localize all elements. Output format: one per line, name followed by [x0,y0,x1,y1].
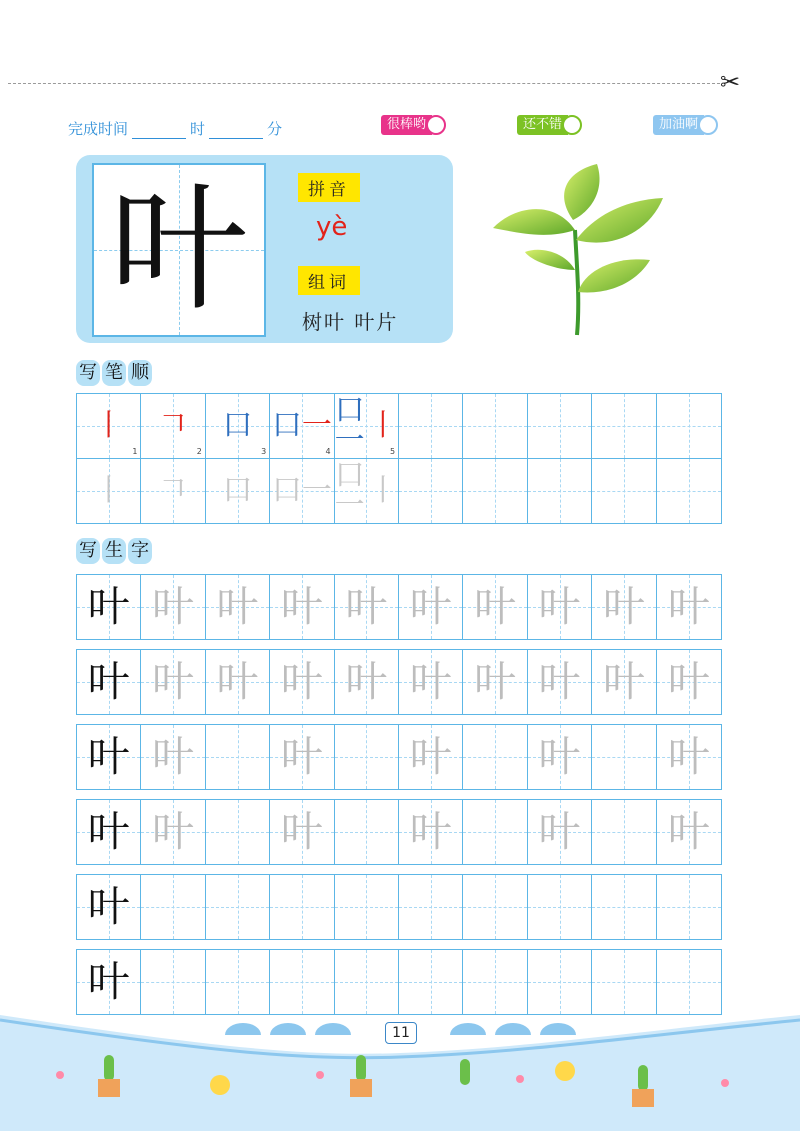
badge-good-circle[interactable] [562,115,582,135]
minute-label: 分 [267,120,283,138]
practice-cell[interactable] [463,650,527,714]
trace-character: 叶 [667,807,710,856]
stroke-step-cell[interactable] [335,394,399,458]
practice-cell[interactable] [270,725,334,789]
practice-cell[interactable] [592,950,656,1014]
stroke-order-title: 写 笔 顺 [76,360,152,388]
cut-line [8,83,720,84]
stroke-step-glyph: 口 [222,408,253,443]
stroke-trace-cell[interactable] [270,459,334,523]
stroke-order-grid [76,393,722,524]
practice-cell[interactable] [528,575,592,639]
practice-cell[interactable] [206,950,270,1014]
practice-cell[interactable] [592,575,656,639]
stroke-trace-glyph: 丨 [93,473,124,508]
practice-row [76,799,722,865]
practice-cell[interactable] [399,650,463,714]
practice-cell[interactable] [335,875,399,939]
practice-cell[interactable] [77,950,141,1014]
pinyin-label: 拼音 [298,173,360,202]
big-character: 叶 [109,169,248,330]
trace-character: 叶 [474,657,517,706]
practice-cell[interactable] [399,950,463,1014]
practice-cell[interactable] [399,575,463,639]
trace-character: 叶 [280,732,323,781]
practice-cell[interactable] [141,575,205,639]
practice-cell[interactable] [206,725,270,789]
practice-cell[interactable] [657,575,721,639]
trace-character: 叶 [280,582,323,631]
trace-character: 叶 [409,582,452,631]
trace-character: 叶 [216,582,259,631]
page-number: 11 [385,1022,417,1044]
stroke-trace-glyph: 口 [222,473,253,508]
badge-good[interactable] [517,114,582,136]
stroke-trace-cell[interactable] [141,459,205,523]
practice-cell[interactable] [463,800,527,864]
completion-time [68,118,282,139]
practice-cell[interactable] [592,725,656,789]
leaf-sprout-image [485,160,675,340]
practice-cell[interactable] [335,575,399,639]
stroke-step-glyph: 𠃍 [158,408,189,443]
stroke-trace-glyph: 𠃍 [158,473,189,508]
stroke-step-glyph: 口一 丨 [334,393,399,458]
stroke-step-cell[interactable] [399,394,463,458]
stroke-trace-cell[interactable] [463,459,527,523]
trace-character: 叶 [409,807,452,856]
trace-character: 叶 [152,582,195,631]
practice-cell[interactable] [141,950,205,1014]
practice-cell[interactable] [141,725,205,789]
write-character-title: 写 生 字 [76,538,152,566]
practice-cell[interactable] [335,950,399,1014]
badge-try[interactable] [653,114,718,136]
model-character: 叶 [87,957,130,1006]
trace-character: 叶 [409,732,452,781]
stroke-step-cell[interactable] [206,394,270,458]
stroke-trace-glyph: 口 一 [271,473,332,508]
practice-cell[interactable] [335,800,399,864]
minute-blank[interactable] [209,124,263,139]
stroke-step-number: 4 [325,447,331,456]
trace-character: 叶 [538,732,581,781]
stroke-trace-cell[interactable] [528,459,592,523]
trace-character: 叶 [538,807,581,856]
practice-cell[interactable] [270,800,334,864]
stroke-step-cell[interactable] [463,394,527,458]
practice-cell[interactable] [141,875,205,939]
stroke-step-glyph: 口 一 [271,408,332,443]
trace-character: 叶 [152,732,195,781]
stroke-step-cell[interactable] [657,394,721,458]
trace-character: 叶 [474,582,517,631]
model-character: 叶 [87,807,130,856]
stroke-step-number: 1 [132,447,138,456]
stroke-trace-cell[interactable] [399,459,463,523]
practice-cell[interactable] [657,950,721,1014]
practice-cell[interactable] [206,800,270,864]
practice-row [76,649,722,715]
trace-character: 叶 [602,582,645,631]
practice-cell[interactable] [77,725,141,789]
practice-row [76,949,722,1015]
stroke-step-cell[interactable] [528,394,592,458]
words-label: 组词 [298,266,360,295]
practice-cell[interactable] [270,950,334,1014]
trace-character: 叶 [538,582,581,631]
practice-cell[interactable] [657,650,721,714]
practice-cell[interactable] [335,650,399,714]
stroke-order-row [77,394,721,458]
practice-cell[interactable] [592,650,656,714]
stroke-step-cell[interactable] [270,394,334,458]
practice-cell[interactable] [141,800,205,864]
stroke-step-cell[interactable] [592,394,656,458]
practice-cell[interactable] [141,650,205,714]
trace-character: 叶 [152,807,195,856]
practice-cell[interactable] [399,875,463,939]
stroke-step-number: 5 [389,447,396,456]
badge-try-circle[interactable] [698,115,718,135]
model-character: 叶 [87,732,130,781]
stroke-step-cell[interactable] [77,394,141,458]
practice-cell[interactable] [657,875,721,939]
practice-row [76,574,722,640]
practice-cell[interactable] [528,650,592,714]
practice-cell[interactable] [335,725,399,789]
practice-row [76,874,722,940]
scissors-icon: ✂ [720,68,741,96]
practice-cell[interactable] [206,575,270,639]
model-character: 叶 [87,582,130,631]
stroke-step-number: 2 [196,447,202,456]
practice-cell[interactable] [77,575,141,639]
trace-character: 叶 [152,657,195,706]
stroke-trace-cell[interactable] [592,459,656,523]
hour-blank[interactable] [132,124,186,139]
practice-row [76,724,722,790]
model-character: 叶 [87,657,130,706]
stroke-trace-glyph: 口一 丨 [334,458,399,523]
practice-cell[interactable] [528,950,592,1014]
stroke-trace-cell[interactable] [335,459,399,523]
practice-cell[interactable] [528,800,592,864]
practice-cell[interactable] [270,875,334,939]
badge-try-label: 加油啊 [653,115,704,135]
practice-cell[interactable] [463,725,527,789]
practice-cell[interactable] [463,575,527,639]
practice-cell[interactable] [399,725,463,789]
pinyin-text: yè [316,212,348,242]
trace-character: 叶 [667,732,710,781]
practice-cell[interactable] [528,875,592,939]
practice-cell[interactable] [592,875,656,939]
trace-character: 叶 [216,657,259,706]
practice-cell[interactable] [270,650,334,714]
badge-great-label: 很棒哟 [381,115,432,135]
trace-character: 叶 [280,807,323,856]
stroke-step-glyph: 丨 [93,408,124,443]
practice-cell[interactable] [657,725,721,789]
practice-cell[interactable] [657,800,721,864]
practice-cell[interactable] [270,575,334,639]
practice-cell[interactable] [77,875,141,939]
badge-great[interactable] [381,114,446,136]
trace-character: 叶 [667,582,710,631]
practice-cell[interactable] [528,725,592,789]
trace-character: 叶 [280,657,323,706]
words-text: 树叶 叶片 [302,310,399,334]
badge-good-label: 还不错 [517,115,568,135]
trace-character: 叶 [602,657,645,706]
practice-cell[interactable] [399,800,463,864]
model-character: 叶 [87,882,130,931]
trace-character: 叶 [345,657,388,706]
practice-cell[interactable] [463,950,527,1014]
trace-character: 叶 [345,582,388,631]
trace-character: 叶 [538,657,581,706]
trace-character: 叶 [409,657,452,706]
badge-great-circle[interactable] [426,115,446,135]
stroke-trace-row [77,458,721,523]
hour-label: 时 [190,120,206,138]
practice-cell[interactable] [77,800,141,864]
trace-character: 叶 [667,657,710,706]
practice-cell[interactable] [463,875,527,939]
stroke-trace-cell[interactable] [77,459,141,523]
stroke-step-number: 3 [261,447,267,456]
big-character-box [92,163,266,337]
time-label: 完成时间 [68,120,129,138]
stroke-trace-cell[interactable] [657,459,721,523]
practice-cell[interactable] [592,800,656,864]
practice-cell[interactable] [77,650,141,714]
stroke-step-cell[interactable] [141,394,205,458]
practice-cell[interactable] [206,650,270,714]
practice-cell[interactable] [206,875,270,939]
stroke-trace-cell[interactable] [206,459,270,523]
